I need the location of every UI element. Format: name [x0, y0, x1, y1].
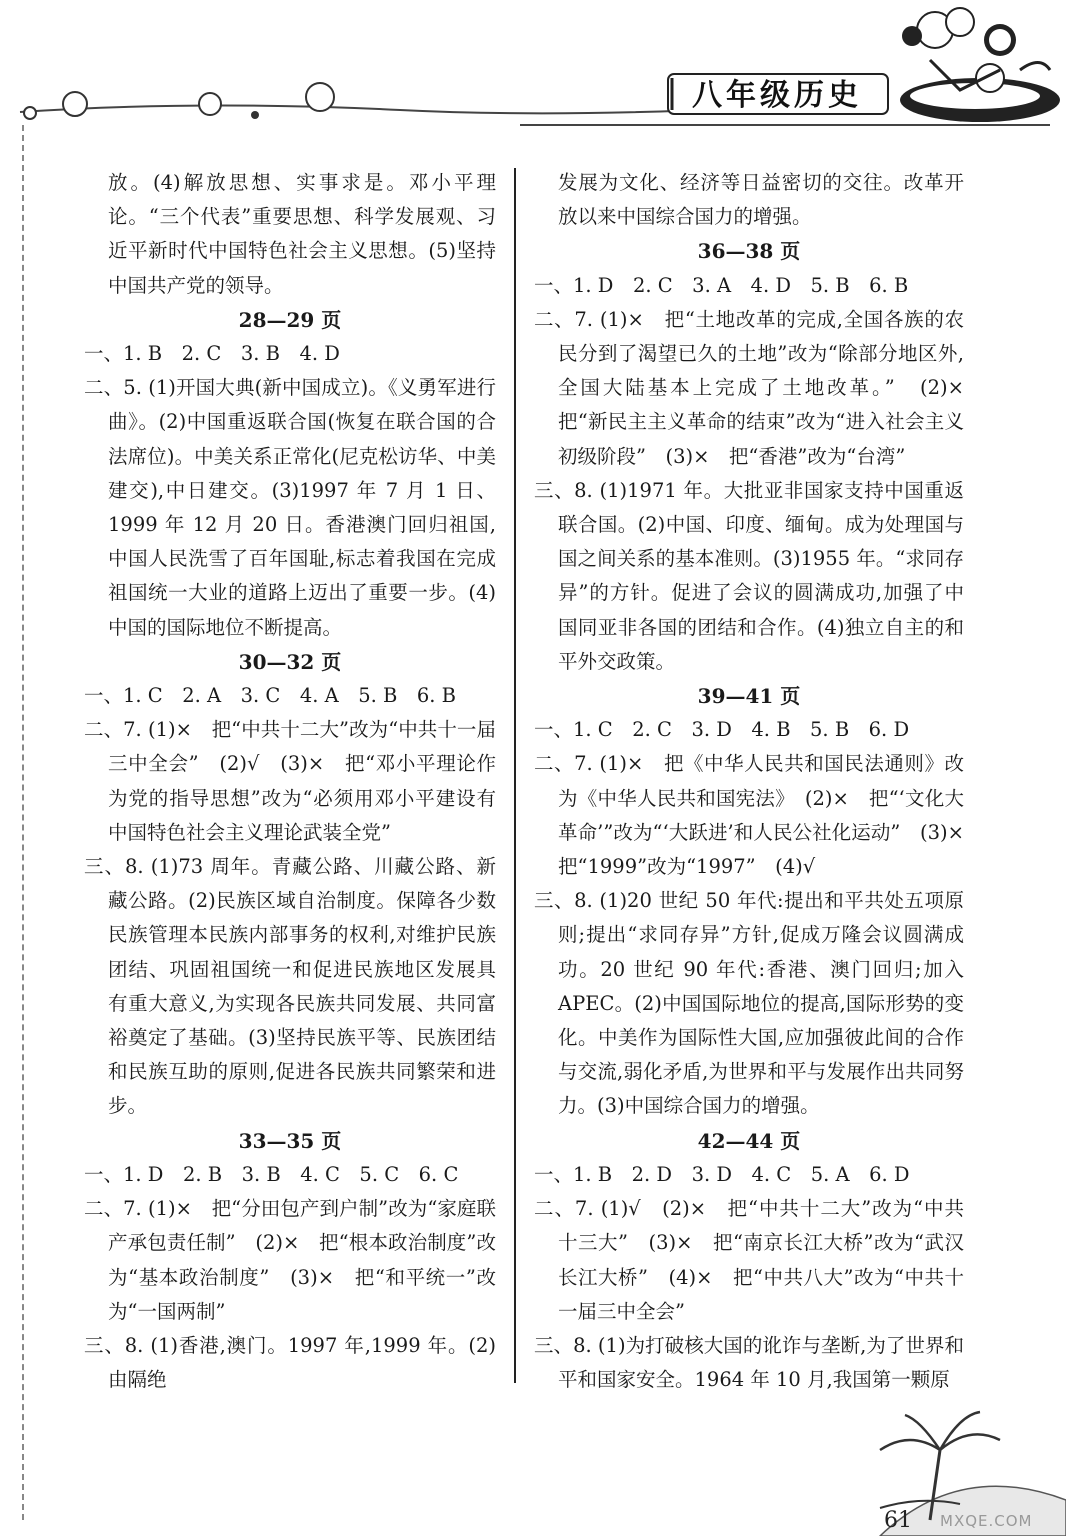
- right-answer-item: 三、8. (1)20 世纪 50 年代:提出和平共处五项原则;提出“求同存异”方针,促成万隆会议圆满成功。20 世纪 90 年代:香港、澳门回归;加入 APEC。(2)中国国际地位的提高,国际形势的变化。中美作为国际性大国,应加强彼此间的合作与交流,弱化矛盾,为世界和平与发展作出共同努力。(3)中国综合国力的增强。: [534, 889, 964, 1118]
- left-answer-item: 一、1. D 2. B 3. B 4. C 5. C 6. C: [84, 1162, 459, 1186]
- right-answer-item: 一、1. D 2. C 3. A 4. D 5. B 6. B: [534, 273, 909, 297]
- page-header: [0, 0, 1066, 160]
- right-answer-item: 二、7. (1)× 把“土地改革的完成,全国各族的农民分到了渴望已久的土地”改为“除部分地区外,全国大陆基本上完成了土地改革。” (2)× 把“新民主主义革命的结束”改为“进入社会主义初级阶段” (3)× 把“香港”改为“台湾”: [534, 307, 984, 468]
- right-answer-item: 二、7. (1)√ (2)× 把“中共十二大”改为“中共十三大” (3)× 把“南京长江大桥”改为“武汉长江大桥” (4)× 把“中共八大”改为“中共十一届三中全会”: [534, 1197, 964, 1323]
- right-page-range-heading: 36—38 页: [697, 239, 801, 264]
- left-answer-item: 二、5. (1)开国大典(新中国成立)。《义勇军进行曲》。(2)中国重返联合国(恢复在联合国的合法席位)。中美关系正常化(尼克松访华、中美建交),中日建交。(3)1997 年 7 月 1 日、1999 年 12 月 20 日。香港澳门回归祖国,中国人民洗雪了百年国耻,标志着我国在完成祖国统一大业的道路上迈出了重要一步。(4)中国的国际地位不断提高。: [84, 376, 496, 639]
- right-answer-item: 一、1. C 2. C 3. D 4. B 5. B 6. D: [534, 718, 910, 742]
- left-column: [84, 166, 496, 1397]
- page-number: 61: [884, 1508, 912, 1533]
- left-page-range-heading: 33—35 页: [238, 1128, 342, 1153]
- right-answer-item: 一、1. B 2. D 3. D 4. C 5. A 6. D: [534, 1162, 910, 1186]
- left-continued-text: 放。(4)解放思想、实事求是。邓小平理论。“三个代表”重要思想、科学发展观、习近平新时代中国特色社会主义思想。(5)坚持中国共产党的领导。: [108, 171, 496, 297]
- left-answer-item: 一、1. B 2. C 3. B 4. D: [84, 342, 340, 366]
- right-page-range-heading: 39—41 页: [697, 684, 801, 709]
- left-answer-item: 二、7. (1)× 把“分田包产到户制”改为“家庭联产承包责任制” (2)× 把“根本政治制度”改为“基本政治制度” (3)× 把“和平统一”改为“一国两制”: [84, 1197, 496, 1323]
- right-page-range-heading: 42—44 页: [697, 1128, 801, 1153]
- left-page-range-heading: 30—32 页: [238, 649, 342, 674]
- right-answer-item: 二、7. (1)× 把《中华人民共和国民法通则》改为《中华人民共和国宪法》 (2)× 把“‘文化大革命’”改为“‘大跃进’和人民公社化运动” (3)× 把“1999”改为“1997” (4)√: [534, 752, 984, 879]
- left-answer-item: 三、8. (1)73 周年。青藏公路、川藏公路、新藏公路。(2)民族区域自治制度。保障各少数民族管理本民族内部事务的权利,对维护民族团结、巩固祖国统一和促进民族地区发展具有重大意义,为实现各民族共同发展、共同富裕奠定了基础。(3)坚持民族平等、民族团结和民族互助的原则,促进各民族共同繁荣和进步。: [84, 855, 496, 1118]
- column-divider: [514, 168, 516, 1383]
- binding-margin-line: [22, 125, 24, 1520]
- right-column: [534, 166, 984, 1397]
- left-answer-item: 一、1. C 2. A 3. C 4. A 5. B 6. B: [84, 684, 456, 708]
- right-continued-text: 发展为文化、经济等日益密切的交往。改革开放以来中国综合国力的增强。: [558, 171, 964, 229]
- left-answer-item: 二、7. (1)× 把“中共十二大”改为“中共十一届三中全会” (2)√ (3)× 把“邓小平理论作为党的指导思想”改为“必须用邓小平建设有中国特色社会主义理论武装全党”: [84, 718, 496, 844]
- right-answer-item: 三、8. (1)为打破核大国的讹诈与垄断,为了世界和平和国家安全。1964 年 10 月,我国第一颗原: [534, 1333, 964, 1392]
- left-answer-item: 三、8. (1)香港,澳门。1997 年,1999 年。(2)由隔绝: [84, 1333, 496, 1392]
- left-page-range-heading: 28—29 页: [238, 307, 342, 332]
- right-answer-item: 三、8. (1)1971 年。大批亚非国家支持中国重返联合国。(2)中国、印度、缅甸。成为处理国与国之间关系的基本准则。(3)1955 年。“求同存异”的方针。促进了会议的圆满成功,加强了中国同亚非各国的团结和合作。(4)独立自主的和平外交政策。: [534, 478, 964, 673]
- header-decoration: [0, 0, 1066, 160]
- watermark: MXQE.COM: [940, 1512, 1033, 1530]
- page-title: 八年级历史: [692, 78, 862, 113]
